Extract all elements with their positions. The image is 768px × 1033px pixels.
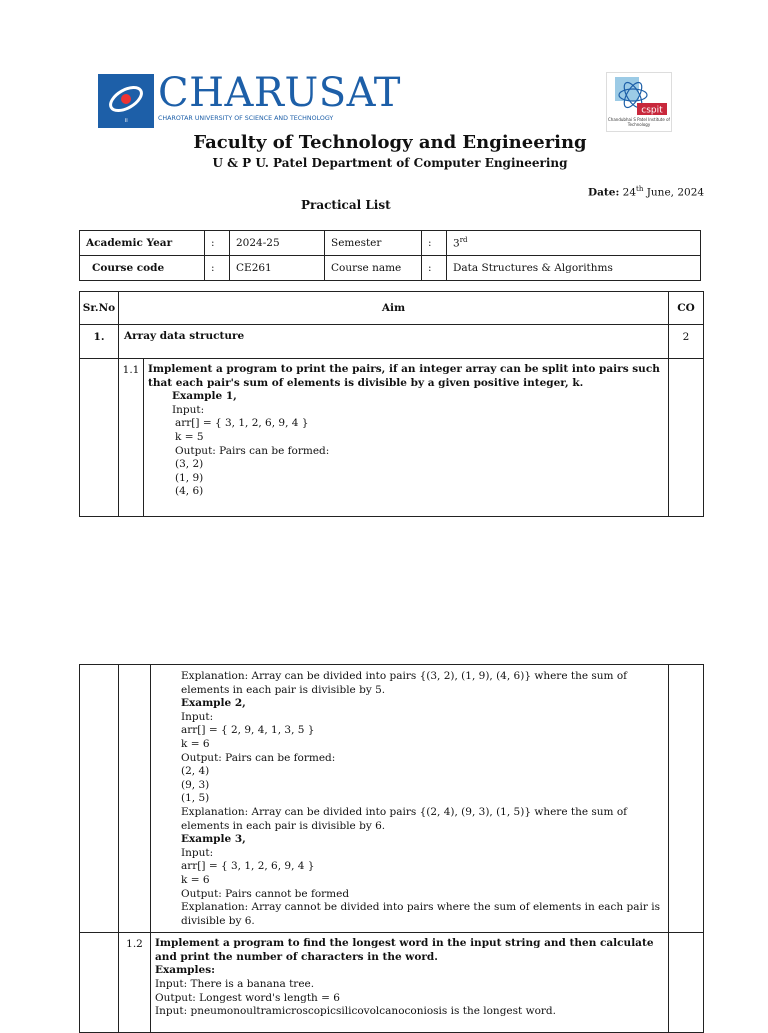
cspit-mark: cspit (641, 105, 663, 116)
course-name-label: Course name (325, 256, 422, 281)
charusat-logo (98, 70, 401, 128)
section-title: Array data structure (119, 325, 669, 359)
empty-cell (669, 665, 704, 933)
explanation: Explanation: Array cannot be divided into pairs where the sum of elements in each pair is divisible by 6. (181, 901, 660, 927)
pair: (1, 9) (175, 471, 204, 484)
explanation: Explanation: Array can be divided into pairs {(2, 4), (9, 3), (1, 5)} where the sum of elements in each pair is divisible by 6. (181, 805, 628, 832)
date (588, 185, 704, 199)
input-array: arr[] = { 3, 1, 2, 6, 9, 4 } (181, 860, 315, 873)
empty-cell (80, 359, 119, 517)
pair: (2, 4) (181, 765, 210, 778)
input-k: k = 6 (181, 873, 210, 886)
pair: (9, 3) (181, 778, 210, 791)
output-text: Output: Pairs can be formed: (175, 444, 330, 457)
empty-cell (80, 933, 119, 1033)
empty-cell (669, 359, 704, 517)
input-label: Input: (181, 710, 214, 723)
input-array: arr[] = { 2, 9, 4, 1, 3, 5 } (181, 724, 315, 737)
output-text: Output: Pairs cannot be formed (181, 887, 350, 900)
pair: (1, 5) (181, 792, 210, 805)
colon: : (422, 256, 447, 281)
example-title: Example 1, (172, 390, 237, 403)
charusat-emblem-icon (98, 74, 154, 128)
colon: : (205, 256, 230, 281)
empty-cell (669, 933, 704, 1033)
col-srno: Sr.No (80, 292, 119, 325)
semester-value: 3rd (447, 231, 701, 256)
example-title: Example 3, (181, 833, 246, 846)
practical-aim: Implement a program to print the pairs, if an integer array can be split into pairs such that each pair's sum of elements is divisible by a given positive integer, k. (148, 363, 660, 389)
practical-list-title: Practical List (301, 198, 391, 212)
explanation: Explanation: Array can be divided into pairs {(3, 2), (1, 9), (4, 6)} where the sum of elements in each pair is divisible by 5. (181, 670, 628, 696)
academic-year-value: 2024-25 (230, 231, 325, 256)
course-code-label: Course code (80, 256, 205, 281)
practical-aim-cell (151, 933, 669, 1033)
output-text: Output: Pairs can be formed: (181, 751, 336, 764)
pair: (4, 6) (175, 485, 204, 498)
section-no: 1. (80, 325, 119, 359)
colon: : (422, 231, 447, 256)
input-k: k = 6 (181, 737, 210, 750)
logo-subtitle: CHAROTAR UNIVERSITY OF SCIENCE AND TECHNOLOGY (158, 115, 334, 122)
department-title: U & P U. Patel Department of Computer Engineering (212, 156, 568, 170)
practical-continuation-cell (151, 665, 669, 933)
cspit-caption: Chandubhai S Patel Institute of Technology (608, 117, 670, 127)
date-day: 24 (622, 186, 637, 199)
example-title: Example 2, (181, 697, 246, 710)
faculty-title: Faculty of Technology and Engineering (193, 132, 587, 153)
col-aim: Aim (119, 292, 669, 325)
practical-aim: Implement a program to find the longest word in the input string and then calculate and print the number of characters in the word. (155, 937, 654, 963)
colon: : (205, 231, 230, 256)
pair: (3, 2) (175, 458, 204, 471)
practical-table (79, 291, 704, 517)
output-text: Output: Longest word's length = 6 (155, 991, 340, 1004)
input-text: Input: There is a banana tree. (155, 978, 315, 991)
logo-wordmark: CHARUSAT (158, 70, 401, 116)
input-label: Input: (172, 403, 205, 416)
course-info-table (79, 230, 701, 281)
input-array: arr[] = { 3, 1, 2, 6, 9, 4 } (175, 417, 309, 430)
examples-label: Examples: (155, 964, 215, 977)
empty-cell (119, 665, 151, 933)
empty-cell (80, 665, 119, 933)
course-code-value: CE261 (230, 256, 325, 281)
col-co: CO (669, 292, 704, 325)
practical-aim-cell (144, 359, 669, 517)
svg-text:॥: ॥ (124, 117, 128, 124)
course-name-value: Data Structures & Algorithms (447, 256, 701, 281)
cspit-logo (606, 72, 672, 132)
date-rest: June, 2024 (643, 186, 705, 199)
date-suffix: th (636, 185, 644, 193)
practical-table-continued (79, 664, 704, 1033)
academic-year-label: Academic Year (80, 231, 205, 256)
atom-icon (607, 73, 671, 119)
date-label: Date: (588, 186, 620, 199)
practical-no: 1.2 (119, 933, 151, 1033)
section-co: 2 (669, 325, 704, 359)
semester-label: Semester (325, 231, 422, 256)
input-label: Input: (181, 846, 214, 859)
practical-no: 1.1 (119, 359, 144, 517)
input-k: k = 5 (175, 430, 204, 443)
input-text: Input: pneumonoultramicroscopicsilicovolcanoconiosis is the longest word. (155, 1005, 556, 1018)
